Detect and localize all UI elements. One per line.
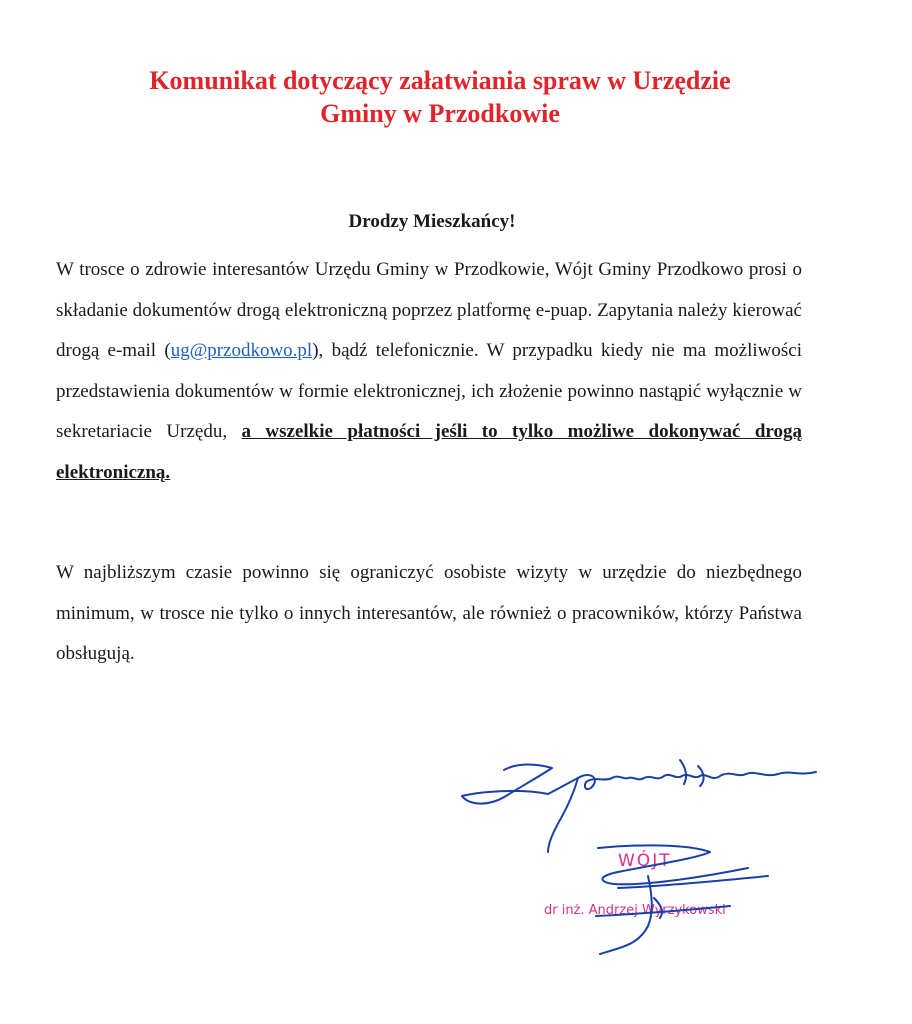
email-link[interactable]: ug@przodkowo.pl [170,340,313,361]
paragraph-1-text-a: W trosce o zdrowie interesantów Urzędu Gminy w Przodkowie, Wójt Gminy Przodkowo prosi o składanie dokumentów drogą elektroniczną poprzez platformę e-puap. Zapytania należy kierować drogą e-mail ( [56,259,802,361]
payment-emphasis: a wszelkie płatności jeśli to tylko możliwe dokonywać drogą elektroniczną. [56,421,802,483]
document-title [60,64,820,130]
title-line-2: Gminy w Przodkowie [320,99,560,128]
signature-stamp [448,748,828,958]
paragraph-1 [56,250,802,493]
stamp-name: dr inż. Andrzej Wyrzykowski [544,903,726,918]
paragraph-2: W najbliższym czasie powinno się ograniczyć osobiste wizyty w urzędzie do niezbędnego minimum, w trosce nie tylko o innych interesantów, ale również o pracowników, którzy Państwa obsługują. [56,562,802,664]
title-line-1: Komunikat dotyczący załatwiania spraw w Urzędzie [149,66,731,95]
stamp-role: WÓJT [618,851,672,871]
handwritten-signature [462,760,816,852]
greeting: Drodzy Mieszkańcy! [348,211,516,232]
paragraph-1-text-b: ), bądź telefonicznie. W przypadku kiedy nie ma możliwości przedstawienia dokumentów w formie elektronicznej, ich złożenie powinno nastąpić wyłącznie w sekretariacie Urzędu, [56,340,802,442]
